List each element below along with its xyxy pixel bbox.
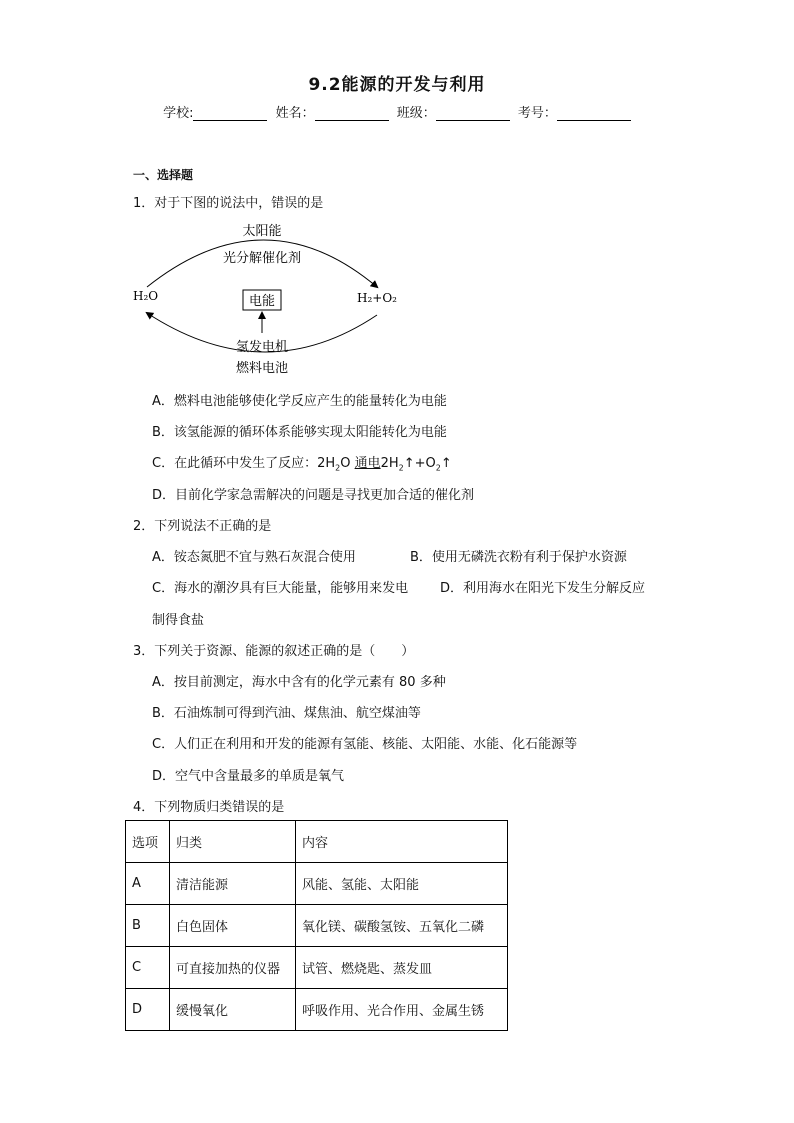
classification-table [125, 820, 508, 1031]
formula-part: ↑+O [403, 456, 436, 471]
table-header-cell: 归类 [170, 821, 296, 863]
student-info-row [0, 102, 794, 121]
class-label: 班级： [396, 106, 436, 121]
q3-option-a[interactable]: A．按目前测定，海水中含有的化学元素有 80 多种 [152, 675, 446, 690]
q3-option-c[interactable]: C．人们正在利用和开发的能源有氢能、核能、太阳能、水能、化石能源等 [152, 737, 578, 752]
q1-option-d[interactable]: D．目前化学家急需解决的问题是寻找更加合适的催化剂 [152, 488, 475, 503]
table-header-row [126, 821, 508, 863]
left-node: H₂O [133, 289, 159, 303]
school-blank[interactable] [193, 106, 267, 121]
name-label: 姓名： [275, 106, 315, 121]
table-cell: C [126, 947, 170, 989]
q1-option-c[interactable] [152, 452, 452, 473]
top-label-1: 太阳能 [242, 224, 282, 239]
table-cell: 缓慢氧化 [170, 989, 296, 1031]
q1-option-c-prefix: C．在此循环中发生了反应：2H [152, 456, 336, 471]
table-row [126, 863, 508, 905]
energy-cycle-diagram [125, 215, 415, 380]
q1-option-a[interactable]: A．燃料电池能够使化学反应产生的能量转化为电能 [152, 394, 447, 409]
subscript: 2 [435, 463, 441, 473]
right-node: H₂+O₂ [357, 291, 397, 305]
reaction-condition: 通电 [354, 456, 381, 471]
q1-option-b[interactable]: B．该氢能源的循环体系能够实现太阳能转化为电能 [152, 425, 447, 440]
formula-part: 2H [380, 456, 399, 471]
bottom-label-2: 燃料电池 [235, 361, 289, 376]
top-label-2: 光分解催化剂 [222, 251, 302, 266]
question-1-stem: 1．对于下图的说法中，错误的是 [133, 196, 324, 211]
table-cell: 可直接加热的仪器 [170, 947, 296, 989]
q2-option-d[interactable]: D．利用海水在阳光下发生分解反应 [440, 581, 646, 596]
exam-no-label: 考号： [517, 106, 557, 121]
table-row [126, 947, 508, 989]
q2-option-b[interactable]: B．使用无磷洗衣粉有利于保护水资源 [410, 550, 627, 565]
table-cell: 白色固体 [170, 905, 296, 947]
class-blank[interactable] [436, 106, 510, 121]
table-cell: 风能、氢能、太阳能 [296, 863, 508, 905]
center-box-label: 电能 [248, 294, 276, 309]
formula-part: ↑ [440, 456, 452, 471]
formula-part: O [340, 456, 351, 471]
q3-option-d[interactable]: D．空气中含量最多的单质是氧气 [152, 769, 345, 784]
q2-option-a[interactable]: A．铵态氮肥不宜与熟石灰混合使用 [152, 550, 356, 565]
question-2-stem: 2．下列说法不正确的是 [133, 519, 272, 534]
table-cell: A [126, 863, 170, 905]
exam-no-blank[interactable] [557, 106, 631, 121]
subscript: 2 [398, 463, 404, 473]
q2-option-c[interactable]: C．海水的潮汐具有巨大能量，能够用来发电 [152, 581, 409, 596]
question-3-stem: 3．下列关于资源、能源的叙述正确的是（ ） [133, 644, 415, 659]
table-cell: D [126, 989, 170, 1031]
table-cell: 试管、燃烧匙、蒸发皿 [296, 947, 508, 989]
table-header-cell: 内容 [296, 821, 508, 863]
section-title: 一、选择题 [133, 168, 194, 182]
table-header-cell: 选项 [126, 821, 170, 863]
table-cell: B [126, 905, 170, 947]
question-4-stem: 4．下列物质归类错误的是 [133, 800, 285, 815]
table-row [126, 989, 508, 1031]
page-title: 9.2能源的开发与利用 [308, 75, 486, 95]
name-blank[interactable] [315, 106, 389, 121]
bottom-label-1: 氢发电机 [235, 340, 289, 355]
table-cell: 氧化镁、碳酸氢铵、五氧化二磷 [296, 905, 508, 947]
table-cell: 清洁能源 [170, 863, 296, 905]
table-row [126, 905, 508, 947]
school-label: 学校: [163, 106, 194, 121]
subscript: 2 [335, 463, 341, 473]
q3-option-b[interactable]: B．石油炼制可得到汽油、煤焦油、航空煤油等 [152, 706, 421, 721]
q2-option-d-cont: 制得食盐 [152, 613, 205, 628]
table-cell: 呼吸作用、光合作用、金属生锈 [296, 989, 508, 1031]
